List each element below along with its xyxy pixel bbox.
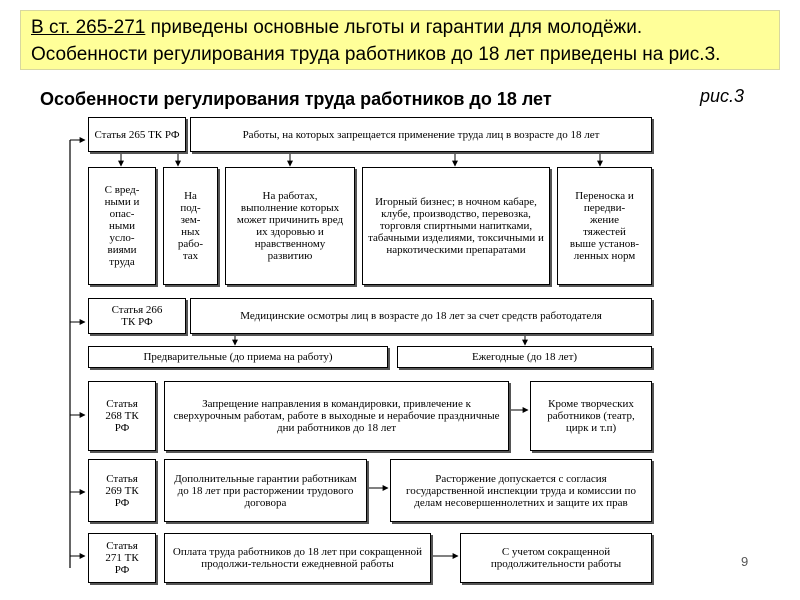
art266-article-box xyxy=(88,298,186,334)
art266-description: Медицинские осмотры лиц в возрасте до 18 лет за счет средств работодателя xyxy=(240,310,602,322)
art269-article-label: Статья 269 ТК РФ xyxy=(105,472,139,509)
art268-description: Запрещение направления в командировки, привлечение к сверхурочным работам, работе в выходные и нерабочие праздничные дни работников до 18 лет xyxy=(173,398,500,434)
art266-preliminary: Предварительные (до приема на работу) xyxy=(143,351,333,363)
art269-condition-box xyxy=(390,459,652,522)
art265-item-box-5 xyxy=(557,167,652,285)
page-number: 9 xyxy=(741,554,749,569)
art265-item-box-1 xyxy=(88,167,156,285)
art265-item-1: С вред-ными и опас-ными усло-виями труда xyxy=(104,184,140,268)
art265-item-2: На под-зем-ных рабо-тах xyxy=(177,190,204,262)
art268-article-box xyxy=(88,381,156,451)
art266-annual: Ежегодные (до 18 лет) xyxy=(471,351,578,363)
art265-description: Работы, на которых запрещается применение труда лиц в возрасте до 18 лет xyxy=(242,128,600,141)
art265-item-5: Переноска и передви-жение тяжестей выше установ-ленных норм xyxy=(569,190,640,262)
art269-description-box xyxy=(164,459,367,522)
art268-exception-box xyxy=(530,381,652,451)
diagram-heading: Особенности регулирования труда работников до 18 лет xyxy=(40,89,552,109)
art265-item-box-2 xyxy=(163,167,218,285)
art269-condition: Расторжение допускается с согласия государственной инспекции труда и комиссии по делам несовершеннолетних и защите их прав xyxy=(406,472,636,509)
art265-item-3: На работах, выполнение которых может причинить вред их здоровью и нравственному развитию xyxy=(236,190,344,262)
art271-article-box xyxy=(88,533,156,583)
art271-article-label: Статья 271 ТК РФ xyxy=(105,540,139,576)
article-range-ref: В ст. 265-271 xyxy=(31,17,146,38)
figure-label: рис.3 xyxy=(700,86,745,106)
art271-note-box xyxy=(460,533,652,583)
art268-description-box xyxy=(164,381,509,451)
art266-description-box xyxy=(190,298,652,334)
art265-description-box xyxy=(190,117,652,152)
art268-article-label: Статья 268 ТК РФ xyxy=(105,398,139,434)
art268-exception: Кроме творческих работников (театр, цирк и т.п) xyxy=(547,398,635,434)
art269-description: Дополнительные гарантии работникам до 18 лет при расторжении трудового договора xyxy=(174,472,357,509)
art271-note: С учетом сокращенной продолжительности работы xyxy=(490,546,622,570)
art265-article-label: Статья 265 ТК РФ xyxy=(94,128,180,141)
art271-description: Оплата труда работников до 18 лет при сокращенной продолжи-тельности ежедневной работы xyxy=(172,546,423,570)
art271-description-box xyxy=(164,533,431,583)
banner-line-2: Особенности регулирования труда работников до 18 лет приведены на рис.3. xyxy=(31,44,721,65)
art266-article-label: Статья 266 ТК РФ xyxy=(111,304,163,328)
art265-article-box xyxy=(88,117,186,152)
art265-item-box-3 xyxy=(225,167,355,285)
art266-annual-box xyxy=(397,346,652,368)
banner-line-1-text: приведены основные льготы и гарантии для молодёжи. xyxy=(145,17,643,38)
art265-item-4: Игорный бизнес; в ночном кабаре, клубе, производство, перевозка, торговля спиртными напитками, табачными изделиями, токсичными и наркотическими препаратами xyxy=(368,196,544,256)
art266-preliminary-box xyxy=(88,346,388,368)
art265-item-box-4 xyxy=(362,167,550,285)
art269-article-box xyxy=(88,459,156,522)
